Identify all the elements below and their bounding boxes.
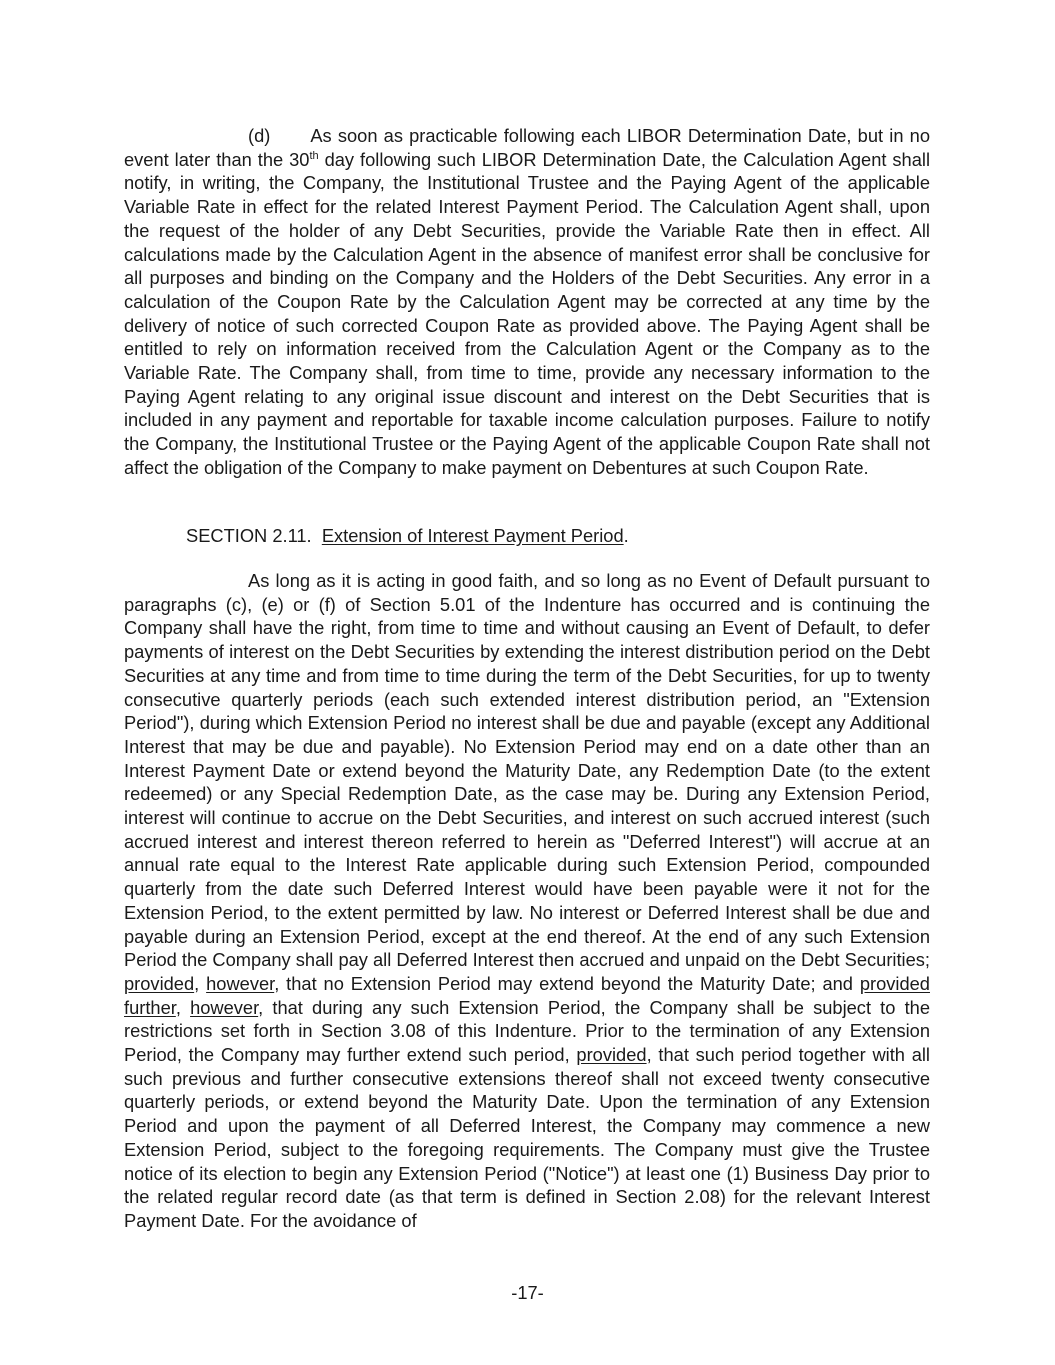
- extension-text-part3: , that during any such Extension Period, the Company shall be subject to the restrictions set forth in Section 3.08 of this Indenture. Prior to the termination of any Extension Period, the Company may further extend such period,: [124, 996, 930, 1066]
- provided-term: provided: [124, 972, 195, 994]
- extension-paragraph: [124, 569, 930, 1233]
- paragraph-d-superscript: th: [309, 149, 319, 162]
- provided-term: provided: [576, 1044, 647, 1066]
- extension-text-part4: , that such period together with all such previous and further consecutive extensions thereof shall not exceed twenty consecutive quarterly periods, or extend beyond the Maturity Date. Upon the termination of any Extension Period and upon the payment of all Deferred Interest, the Company may commence a new Extension Period, subject to the foregoing requirements. The Company must give the Trustee notice of its election to begin any Extension Period ("Notice") at least one (1) Business Day prior to the related regular record date (as that term is defined in Section 2.08) for the relevant Interest Payment Date. For the avoidance of: [124, 1044, 930, 1231]
- further-term: further: [124, 996, 176, 1018]
- section-title: Extension of Interest Payment Period: [321, 525, 624, 546]
- provided-term: provided: [859, 972, 930, 994]
- paragraph-d-label: (d): [248, 125, 271, 146]
- however-term: however: [206, 972, 275, 994]
- section-title-end: .: [623, 525, 629, 546]
- paragraph-d-text-rest: day following such LIBOR Determination Date, the Calculation Agent shall notify, in writing, the Company, the Institutional Trustee and the Paying Agent of the applicable Variable Rate in effect for the related Interest Payment Period. The Calculation Agent shall, upon the request of the holder of any Debt Securities, provide the Variable Rate then in effect. All calculations made by the Calculation Agent in the absence of manifest error shall be conclusive for all purposes and binding on the Company and the Holders of the Debt Securities. Any error in a calculation of the Coupon Rate by the Calculation Agent may be corrected at any time by the delivery of notice of such corrected Coupon Rate as provided above. The Paying Agent shall be entitled to rely on information received from the Calculation Agent or the Company as to the Variable Rate. The Company shall, from time to time, provide any necessary information to the Paying Agent relating to any original issue discount and interest on the Debt Securities that is included in any payment and reportable for taxable income calculation purposes. Failure to notify the Company, the Institutional Trustee or the Paying Agent of the applicable Coupon Rate shall not affect the obligation of the Company to make payment on Debentures at such Coupon Rate.: [124, 148, 931, 478]
- however-term: however: [190, 996, 259, 1018]
- page-number: -17-: [511, 1282, 544, 1303]
- separator: ,: [175, 996, 191, 1018]
- paragraph-d-text-start: As soon as practicable following each LIBOR Determination Date, but in no event later than the 30: [124, 125, 930, 170]
- section-number: SECTION 2.11.: [186, 525, 312, 546]
- extension-text-part1: As long as it is acting in good faith, and so long as no Event of Default pursuant to paragraphs (c), (e) or (f) of Section 5.01 of the Indenture has occurred and is continuing the Company shall have the right, from time to time and without causing an Event of Default, to defer payments of interest on the Debt Securities by extending the interest distribution period on the Debt Securities at any time and from time to time during the term of the Debt Securities, for up to twenty consecutive quarterly periods (each such extended interest distribution period, an "Extension Period"), during which Extension Period no interest shall be due and payable (except any Additional Interest that may be due and payable). No Extension Period may end on a date other than an Interest Payment Date or extend beyond the Maturity Date, any Redemption Date (to the extent redeemed) or any Special Redemption Date, as the case may be. During any Extension Period, interest will continue to accrue on the Debt Securities, and interest on such accrued interest (such accrued interest and interest thereon referred to herein as "Deferred Interest") will accrue at an annual rate equal to the Interest Rate applicable during such Extension Period, compounded quarterly from the date such Deferred Interest would have been payable were it not for the Extension Period, to the extent permitted by law. No interest or Deferred Interest shall be due and payable during an Extension Period, except at the end thereof. At the end of any such Extension Period the Company shall pay all Deferred Interest then accrued and unpaid on the Debt Securities;: [124, 570, 930, 971]
- separator: ,: [194, 972, 207, 994]
- extension-text-part2: , that no Extension Period may extend beyond the Maturity Date; and: [274, 972, 860, 994]
- section-heading: [186, 524, 629, 548]
- paragraph-d: [124, 124, 930, 480]
